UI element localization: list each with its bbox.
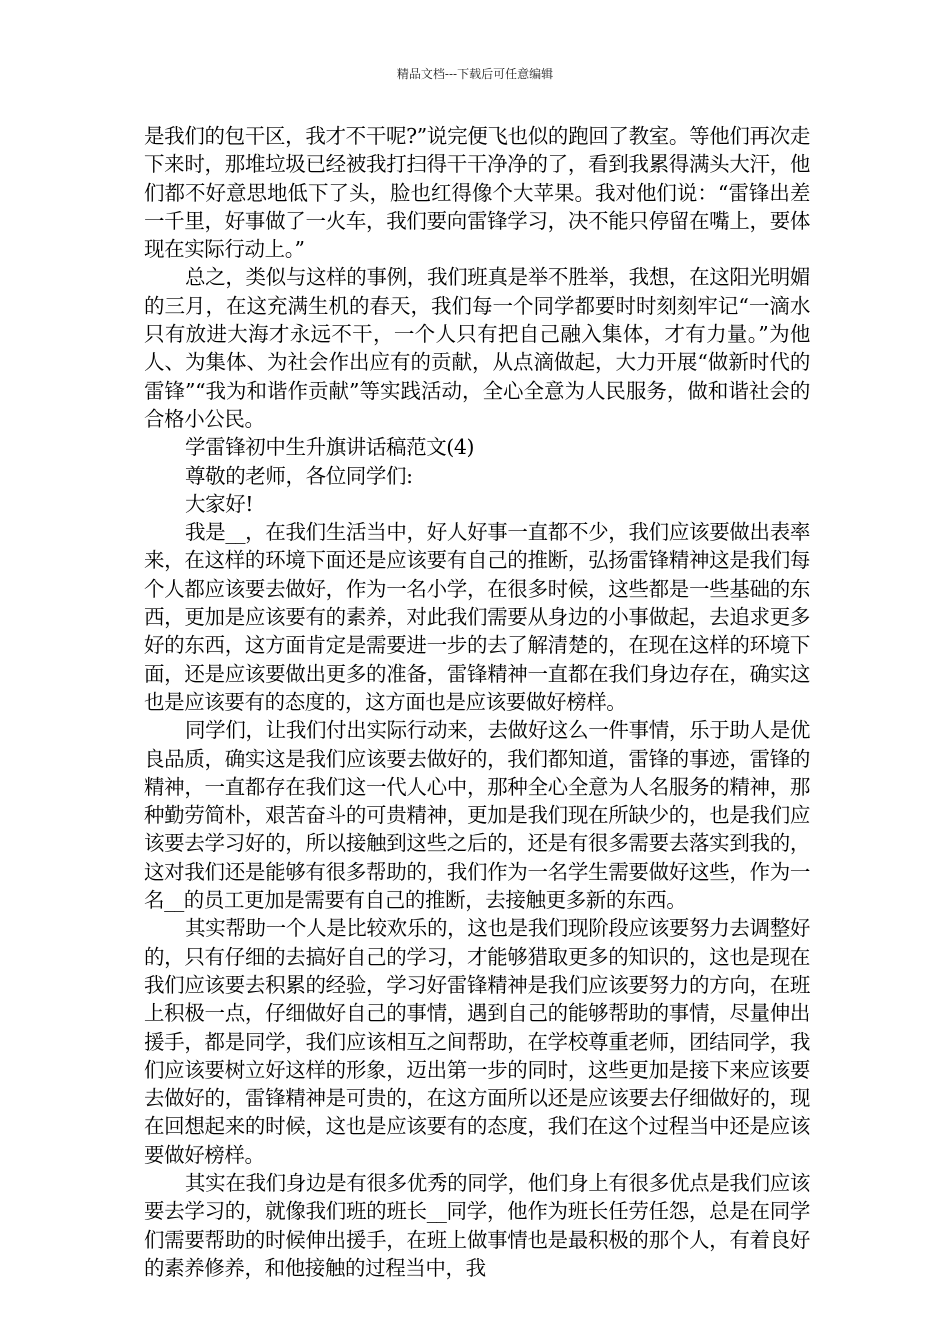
page-header: 精品文档---下载后可任意编辑 xyxy=(396,67,554,81)
paragraph: 同学们，让我们付出实际行动来，去做好这么一件事情，乐于助人是优良品质，确实这是我们应该要去做好的，我们都知道，雷锋的事迹，雷锋的精神，一直都存在我们这一代人心中，那种全心全意为人名服务的精神，那种勤劳简朴，艰苦奋斗的可贵精神，更加是我们现在所缺少的，也是我们应该要去学习好的，所以接触到这些之后的，还是有很多需要去落实到我的，这对我们还是能够有很多帮助的，我们作为一名学生需要做好这些，作为一名__的员工更加是需要有自己的推断，去接触更多新的东西。 xyxy=(144,718,810,913)
paragraph: 总之，类似与这样的事例，我们班真是举不胜举，我想，在这阳光明媚的三月，在这充满生机的春天，我们每一个同学都要时时刻刻牢记“一滴水只有放进大海才永远不干，一个人只有把自己融入集体，才有力量。”为他人、为集体、为社会作出应有的贡献，从点滴做起，大力开展“做新时代的雷锋”“我为和谐作贡献”等实践活动，全心全意为人民服务，做和谐社会的合格小公民。 xyxy=(144,265,810,431)
section-title: 学雷锋初中生升旗讲话稿范文(4) xyxy=(185,435,475,460)
document-body xyxy=(144,122,810,1282)
paragraph: 其实在我们身边是有很多优秀的同学，他们身上有很多优点是我们应该要去学习的，就像我们班的班长__同学，他作为班长任劳任怨，总是在同学们需要帮助的时候伸出援手，在班上做事情也是最积极的那个人，有着良好的素养修养，和他接触的过程当中，我 xyxy=(144,1170,810,1280)
paragraph: 是我们的包干区，我才不干呢?”说完便飞也似的跑回了教室。等他们再次走下来时，那堆垃圾已经被我打扫得干干净净的了，看到我累得满头大汗，他们都不好意思地低下了头，脸也红得像个大苹果。我对他们说：“雷锋出差一千里，好事做了一火车，我们要向雷锋学习，决不能只停留在嘴上，要体现在实际行动上。” xyxy=(144,124,810,262)
paragraph: 我是__，在我们生活当中，好人好事一直都不少，我们应该要做出表率来，在这样的环境下面还是应该要有自己的推断，弘扬雷锋精神这是我们每个人都应该要去做好，作为一名小学，在很多时候，这些都是一些基础的东西，更加是应该要有的素养，对此我们需要从身边的小事做起，去追求更多好的东西，这方面肯定是需要进一步的去了解清楚的，在现在这样的环境下面，还是应该要做出更多的准备，雷锋精神一直都在我们身边存在，确实这也是应该要有的态度的，这方面也是应该要做好榜样。 xyxy=(144,520,810,714)
salutation: 尊敬的老师，各位同学们: xyxy=(185,463,413,488)
paragraph: 其实帮助一个人是比较欢乐的，这也是我们现阶段应该要努力去调整好的，只有仔细的去搞好自己的学习，才能够猎取更多的知识的，这也是现在我们应该要去积累的经验，学习好雷锋精神是我们应该要努力的方向，在班上积极一点，仔细做好自己的事情，遇到自己的能够帮助的事情，尽量伸出援手，都是同学，我们应该相互之间帮助，在学校尊重老师，团结同学，我们应该要树立好这样的形象，迈出第一步的同时，这些更加是接下来应该要去做好的，雷锋精神是可贵的，在这方面所以还是应该要去仔细做好的，现在回想起来的时候，这也是应该要有的态度，我们在这个过程当中还是应该要做好榜样。 xyxy=(144,916,810,1167)
greeting: 大家好! xyxy=(185,491,254,516)
